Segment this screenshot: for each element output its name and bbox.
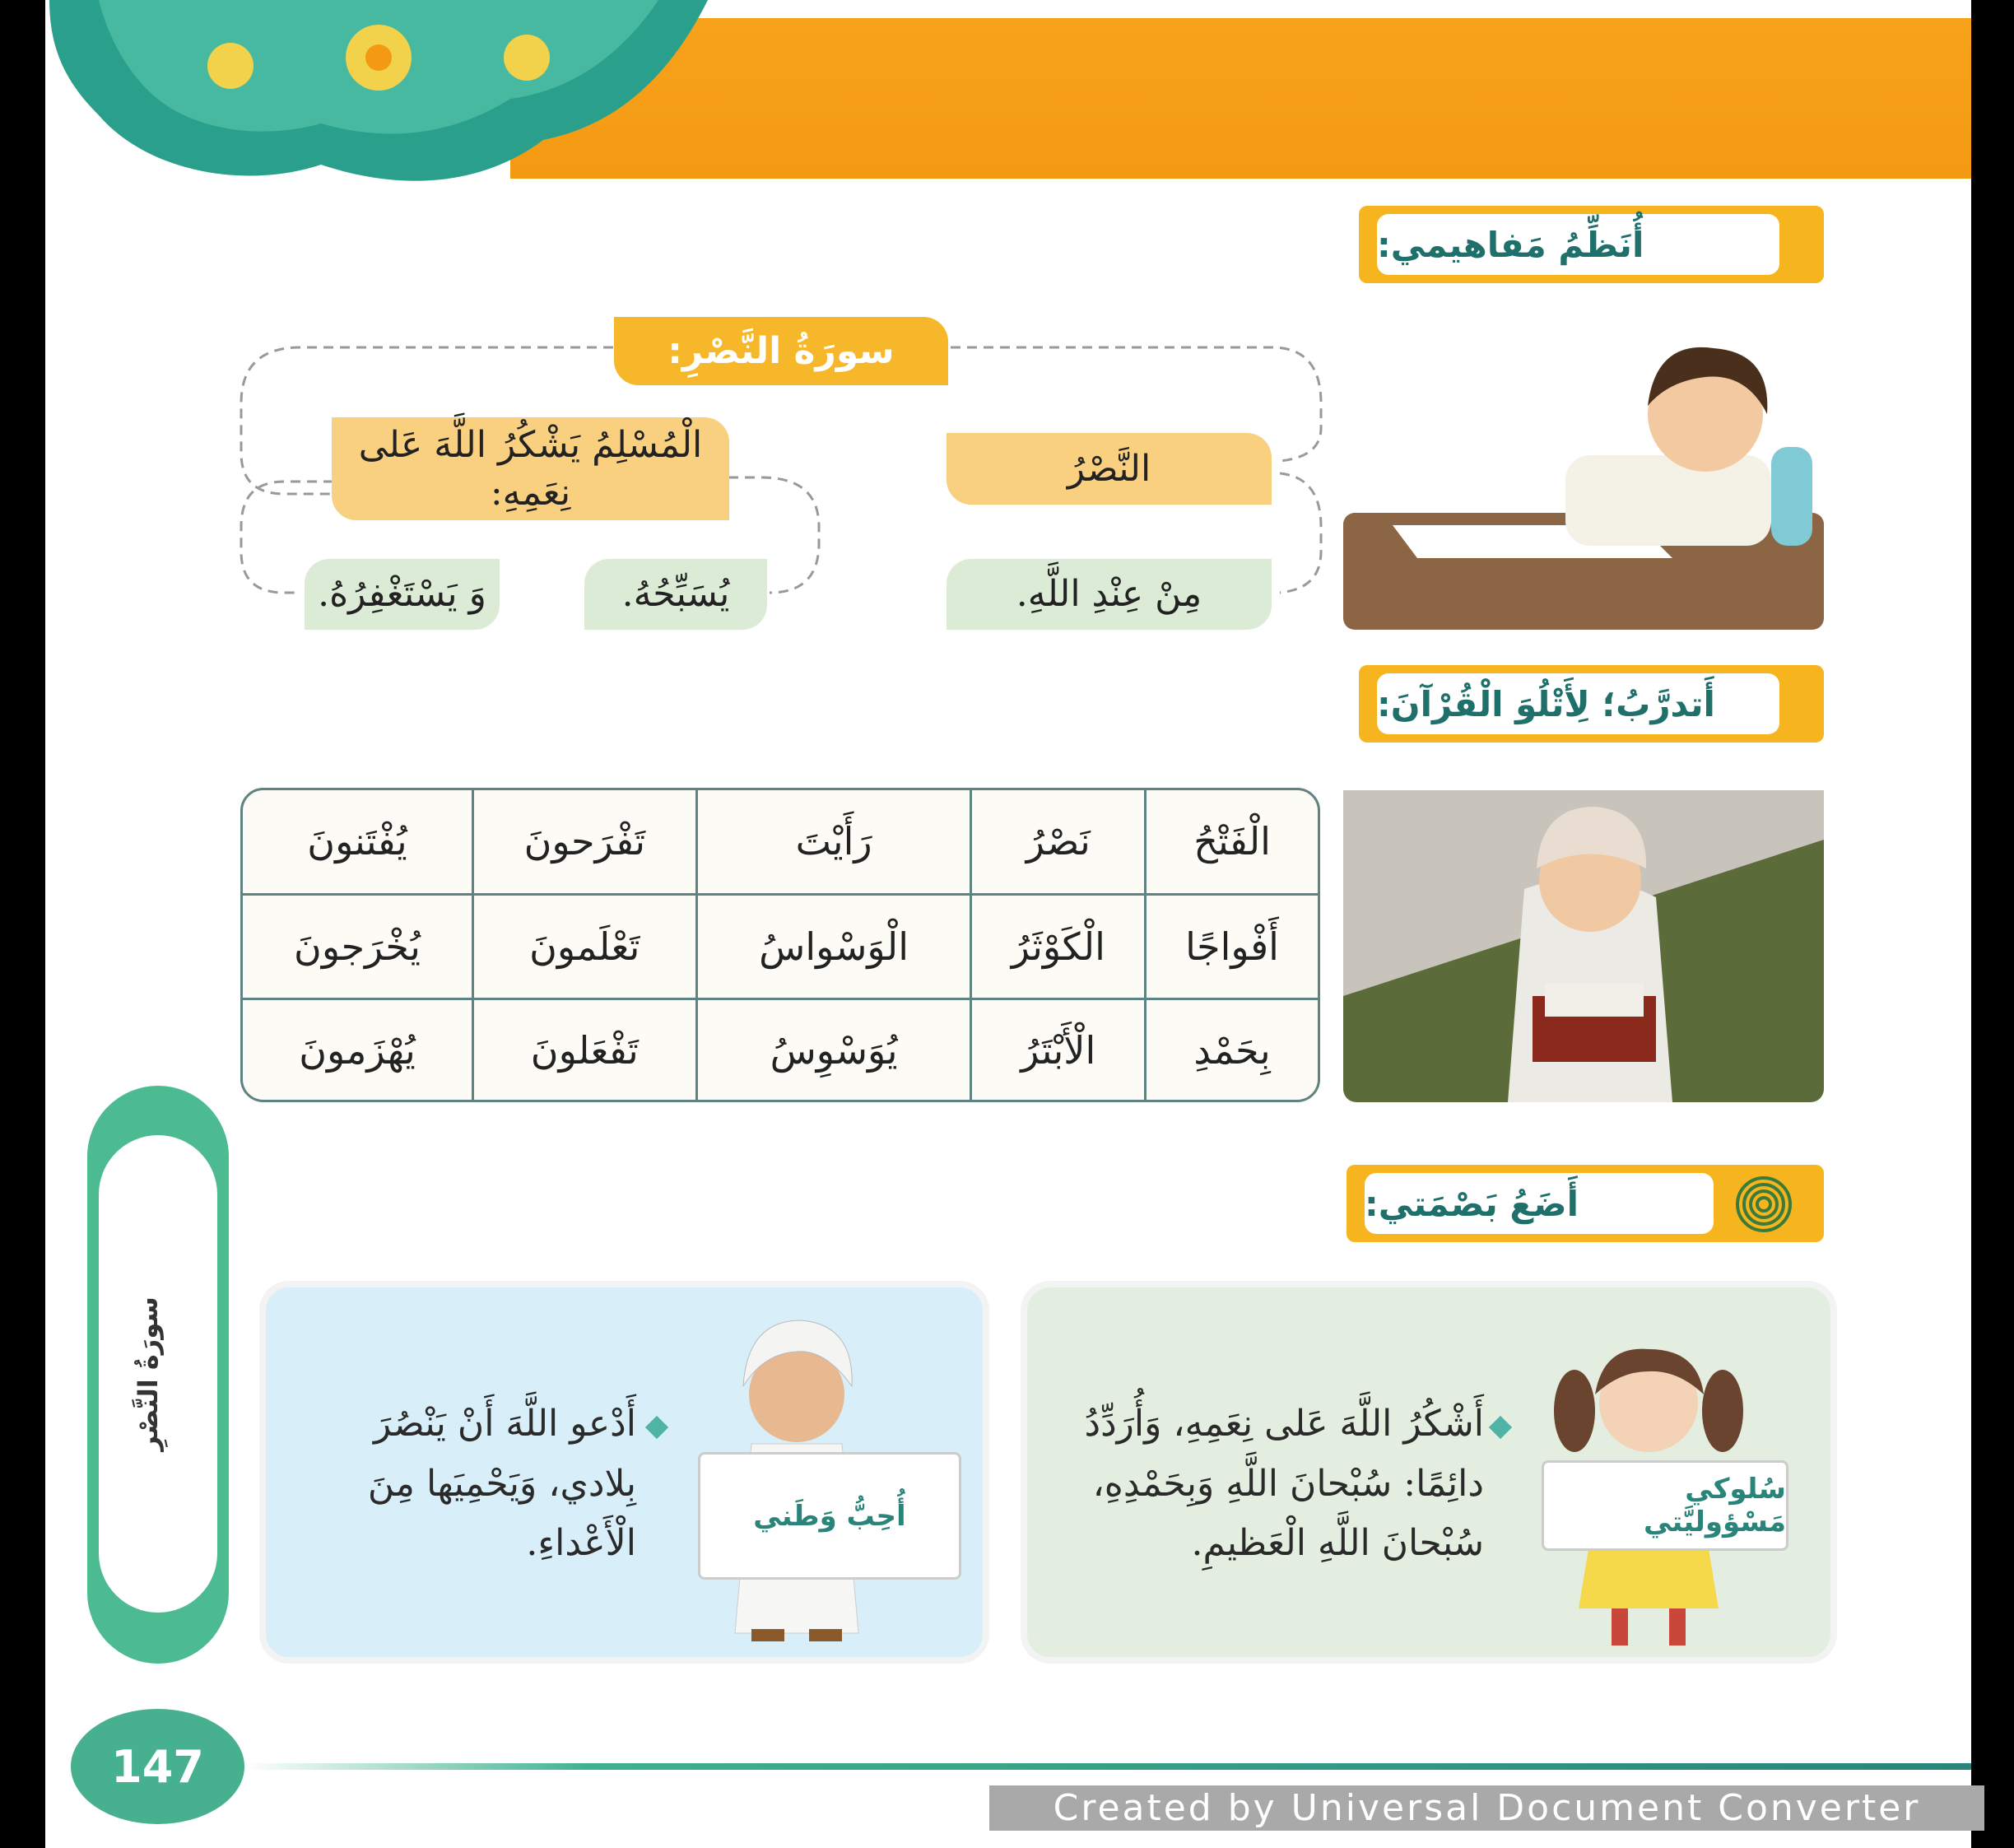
header-band	[510, 18, 1971, 179]
boy-drawing-illustration	[1343, 340, 1824, 630]
word-cell: الْفَتْحُ	[1144, 790, 1318, 896]
word-cell: تَفْعَلونَ	[472, 1000, 695, 1100]
bullet-icon	[1489, 1416, 1512, 1439]
word-cell: أَفْواجًا	[1144, 896, 1318, 1001]
recitation-words-table	[240, 788, 1320, 1102]
chapter-side-tab	[87, 1086, 229, 1664]
word-cell: بِحَمْدِ	[1144, 1000, 1318, 1100]
homeland-card	[266, 1287, 983, 1657]
section-title: أَضَعُ بَصْمَتي:	[1365, 1173, 1714, 1234]
word-cell: الْأَبْتَرُ	[970, 1000, 1144, 1100]
word-cell: تَفْرَحونَ	[472, 790, 695, 896]
section-title: أُنَظِّمُ مَفاهيمي:	[1377, 214, 1779, 275]
word-cell: يُفْتَنونَ	[243, 790, 472, 896]
watermark: Created by Universal Document Converter	[989, 1785, 1984, 1831]
behavior-sign: سُلوكي مَسْؤوليَّتي	[1542, 1460, 1788, 1551]
table-row	[243, 790, 1318, 896]
table-row	[243, 1000, 1318, 1100]
footer-line	[244, 1763, 1971, 1770]
section-header-organize	[1359, 206, 1824, 283]
behavior-text: أَشْكُرُ اللَّهَ عَلى نِعَمِهِ، وَأُرَدِّدُ دائِمًا: سُبْحانَ اللَّهِ وَبِحَمْدِهِ، سُبْحانَ اللَّهِ الْعَظيمِ.	[1084, 1403, 1484, 1565]
concept-node-seeks-forgiveness: وَ يَسْتَغْفِرُهُ.	[305, 559, 500, 630]
fingerprint-icon	[1733, 1173, 1795, 1236]
word-cell: نَصْرُ	[970, 790, 1144, 896]
word-cell: رَأَيْتَ	[695, 790, 970, 896]
word-cell: الْكَوْثَرُ	[970, 896, 1144, 1001]
word-cell: الْوَسْواسُ	[695, 896, 970, 1001]
side-tab-label: سورَةُ النَّصْرِ	[133, 1296, 164, 1451]
concept-node-from-allah: مِنْ عِنْدِ اللَّهِ.	[947, 559, 1272, 630]
concept-node-victory: النَّصْرُ	[947, 433, 1272, 505]
word-cell: يُوَسْوِسُ	[695, 1000, 970, 1100]
islamic-ornament-icon	[49, 0, 708, 189]
homeland-sign: أُحِبُّ وَطَني	[698, 1452, 961, 1580]
word-cell: تَعْلَمونَ	[472, 896, 695, 1001]
concept-node-glorifies: يُسَبِّحُهُ.	[584, 559, 767, 630]
behavior-card	[1027, 1287, 1830, 1657]
section-title: أَتدرَّبُ؛ لِأَتْلُوَ الْقُرْآنَ:	[1377, 673, 1779, 734]
section-header-practice	[1359, 665, 1824, 742]
homeland-text: أَدْعو اللَّهَ أَنْ يَنْصُرَ بِلادي، وَيَحْمِيَها مِنَ الْأَعْداءِ.	[367, 1403, 636, 1565]
word-cell: يُهْزَمونَ	[299, 1027, 416, 1073]
concept-map-title: سورَةُ النَّصْرِ:	[614, 317, 948, 385]
word-cell: يُخْرَجونَ	[243, 896, 472, 1001]
table-row	[243, 896, 1318, 1001]
concept-node-muslim-thanks: الْمُسْلِمُ يَشْكُرُ اللَّهَ عَلى نِعَمِهِ:	[332, 417, 729, 520]
boy-reading-quran-illustration	[1343, 790, 1824, 1102]
page-number: 147	[71, 1709, 244, 1824]
